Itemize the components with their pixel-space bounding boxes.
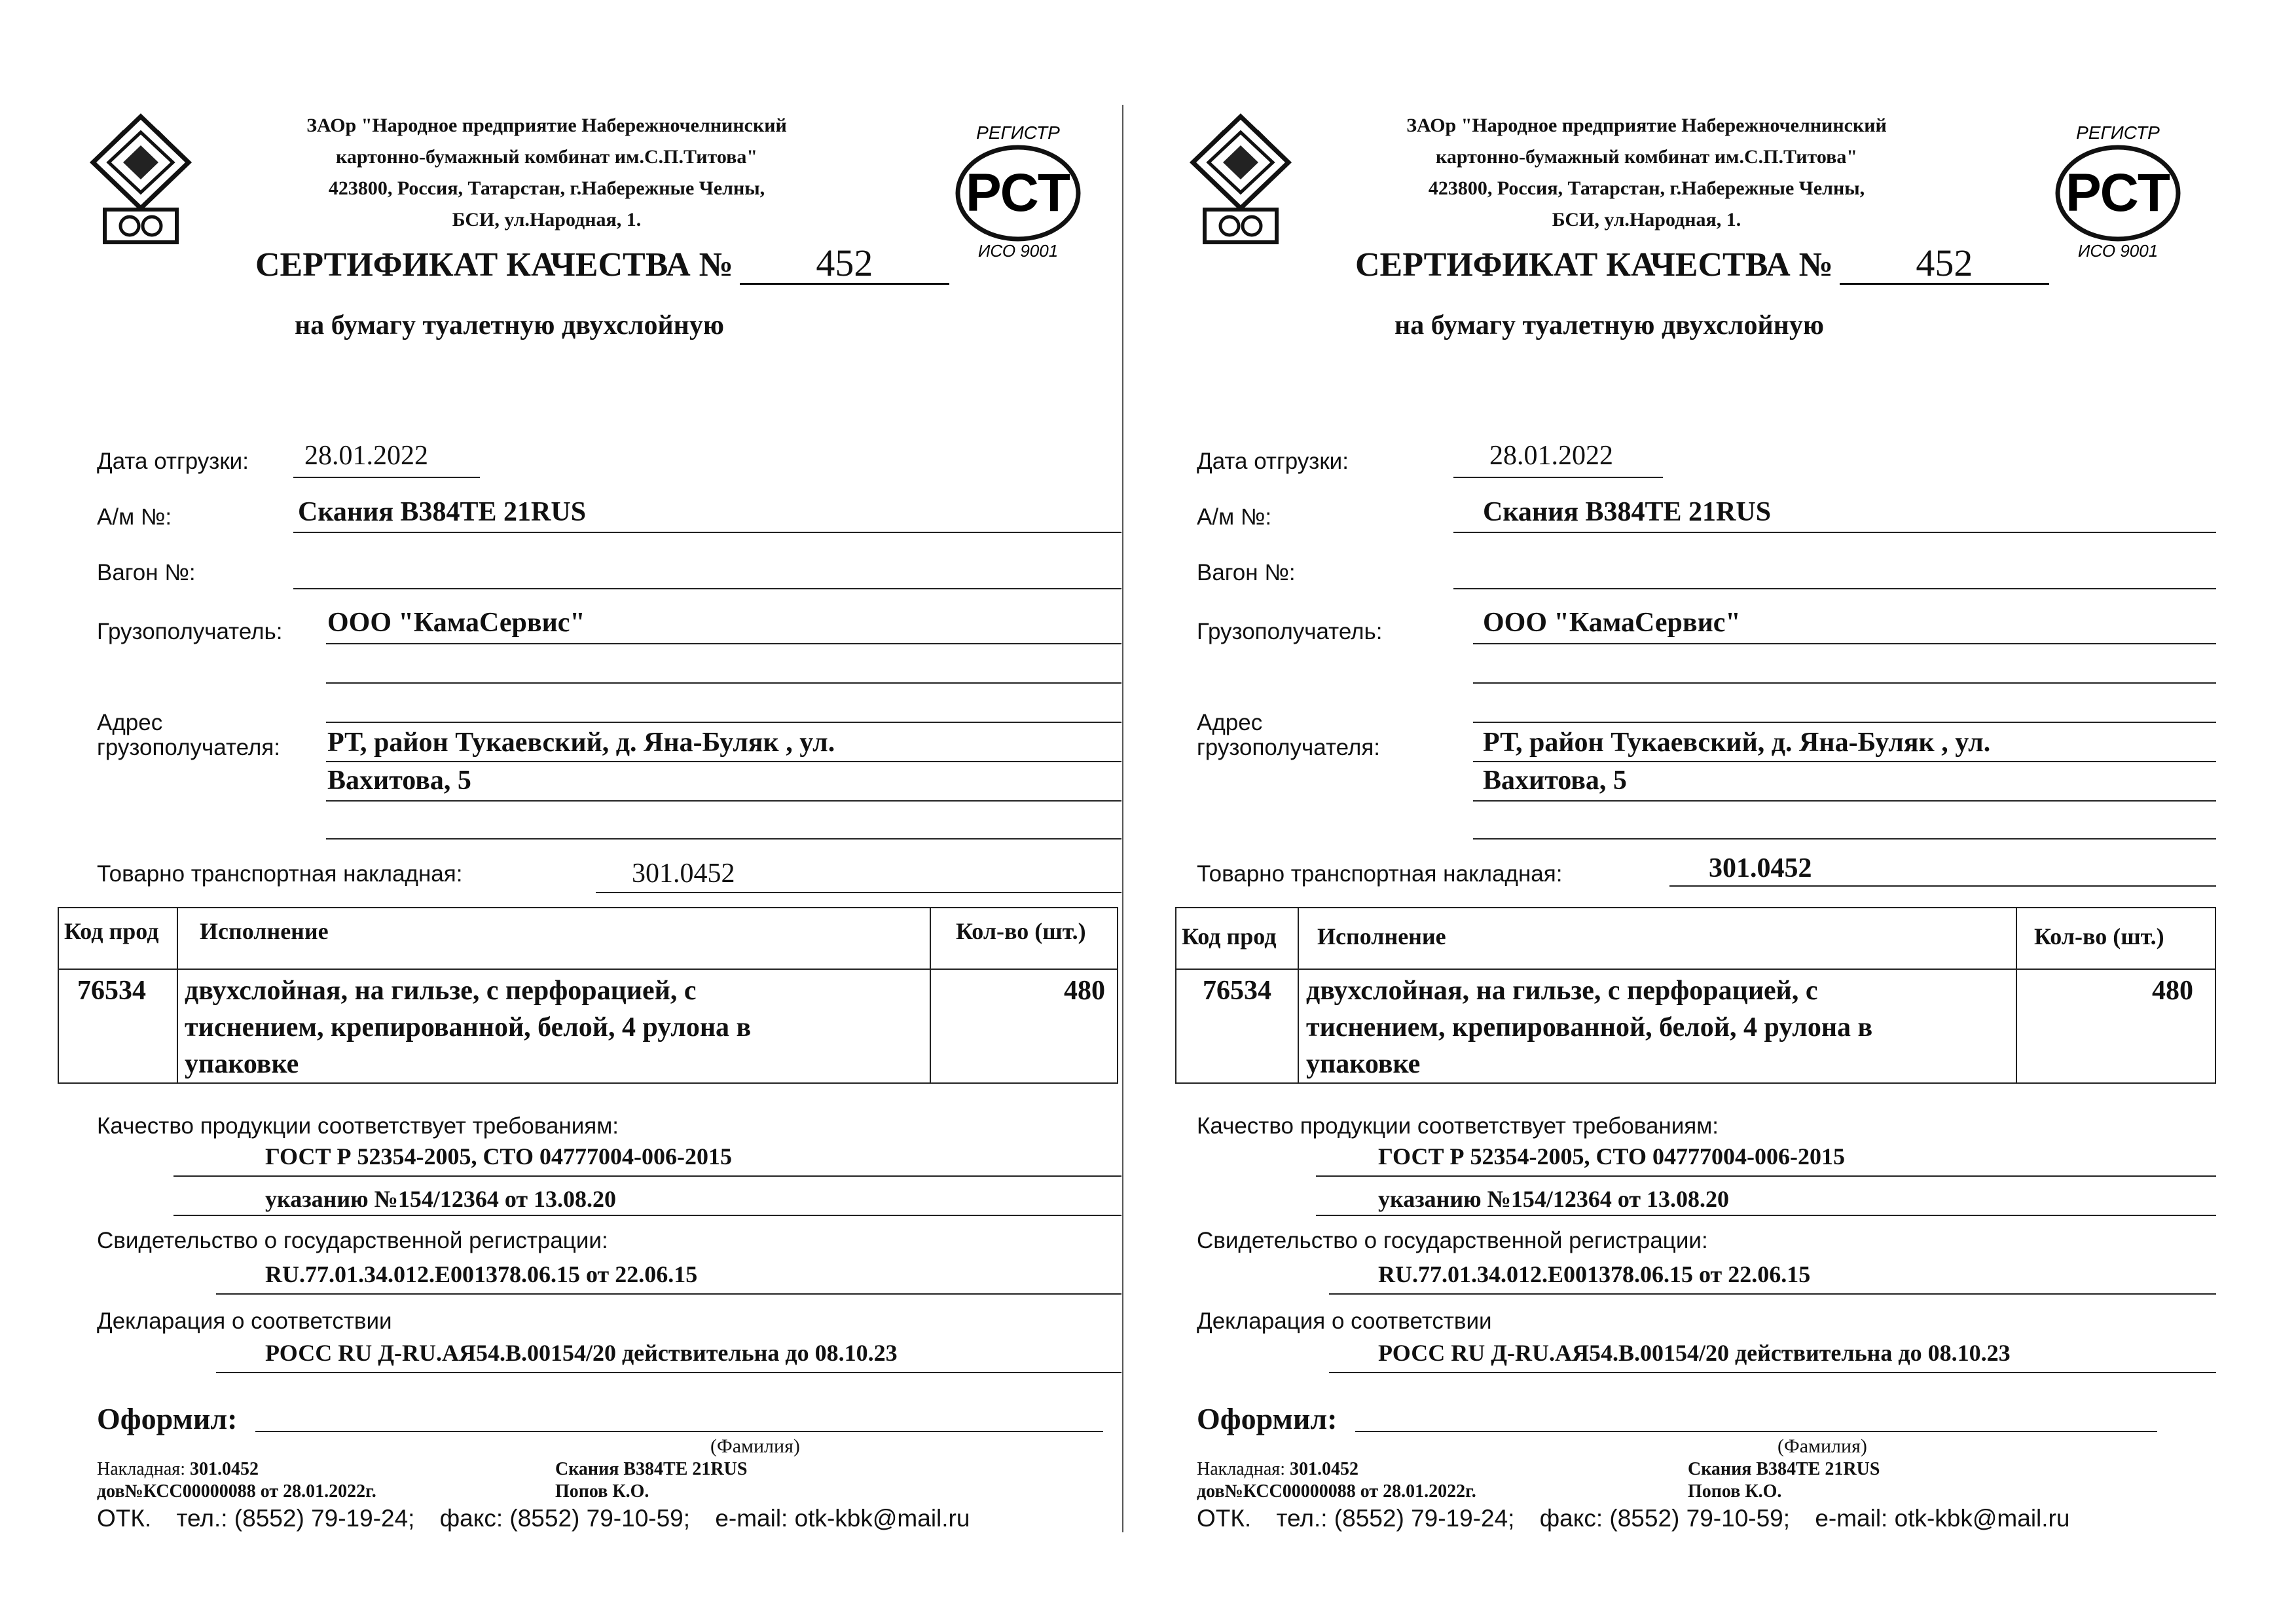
company-line-3: 423800, Россия, Татарстан, г.Набережные Челны,: [328, 177, 765, 199]
registration-label: Свидетельство о государственной регистрации:: [1197, 1228, 1708, 1253]
registration-label: Свидетельство о государственной регистрации:: [97, 1228, 608, 1253]
table-header-qty: Кол-во (шт.): [956, 918, 1086, 944]
footer-driver: Попов К.О.: [555, 1481, 649, 1502]
shipment-date-label: Дата отгрузки:: [97, 449, 249, 474]
truck-rule: [1453, 532, 2216, 533]
footer-email: e-mail: otk-kbk@mail.ru: [1815, 1505, 2070, 1532]
requirements-rule-2: [173, 1215, 1121, 1216]
consignee-rule-2: [326, 682, 1121, 684]
address-line-1: РТ, район Тукаевский, д. Яна-Буляк , ул.: [327, 728, 835, 758]
table-cell-desc-line-1: двухслойная, на гильзе, с перфорацией, с: [1306, 976, 1818, 1006]
company-header: [203, 110, 890, 236]
company-line-2: картонно-бумажный комбинат им.С.П.Титова": [1436, 146, 1857, 168]
stamp-mark: РСТ: [2066, 163, 2170, 223]
table-cell-qty: 480: [2152, 976, 2193, 1006]
shipment-date-value: 28.01.2022: [304, 441, 428, 471]
waybill-value: 301.0452: [1709, 853, 1812, 883]
certificate-title-text: СЕРТИФИКАТ КАЧЕСТВА №: [255, 246, 733, 284]
registration-rule: [1329, 1293, 2216, 1295]
rst-certification-stamp-icon: [939, 111, 1097, 268]
wagon-rule: [1453, 588, 2216, 589]
footer-phone: тел.: (8552) 79-19-24;: [176, 1505, 415, 1532]
certificate-title-text: СЕРТИФИКАТ КАЧЕСТВА №: [1355, 246, 1833, 284]
wagon-label: Вагон №:: [97, 560, 196, 585]
address-label-line-1: Адрес: [97, 710, 163, 735]
company-line-1: ЗАОр "Народное предприятие Набережночелнинский: [1406, 115, 1887, 136]
shipment-date-rule: [1453, 477, 1663, 478]
table-cell-desc-line-3: упаковке: [185, 1049, 299, 1079]
requirements-rule-2: [1316, 1215, 2216, 1216]
table-header-desc: Исполнение: [200, 918, 329, 944]
footer-driver: Попов К.О.: [1688, 1481, 1782, 1502]
address-rule-3: [326, 838, 1121, 840]
table-cell-desc-line-2: тиснением, крепированной, белой, 4 рулона в: [1306, 1012, 1873, 1043]
declaration-rule: [216, 1372, 1121, 1373]
consignee-value: ООО "КамаСервис": [327, 608, 585, 638]
footer-contract: дов№КСС00000088 от 28.01.2022г.: [97, 1481, 376, 1502]
company-line-1: ЗАОр "Народное предприятие Набережночелнинский: [306, 115, 787, 136]
registration-value: RU.77.01.34.012.E001378.06.15 от 22.06.15: [1378, 1261, 1811, 1287]
table-header-qty: Кол-во (шт.): [2034, 923, 2164, 950]
waybill-rule: [596, 892, 1121, 893]
address-label: [97, 710, 280, 760]
stamp-bottom-text: ИСО 9001: [977, 241, 1059, 261]
product-table: [1175, 907, 2216, 1084]
footer-dept: ОТК.: [1197, 1505, 1252, 1532]
table-cell-desc: [1306, 972, 1872, 1082]
requirements-rule-1: [173, 1175, 1121, 1177]
wagon-label: Вагон №:: [1197, 560, 1296, 585]
declaration-rule: [1329, 1372, 2216, 1373]
certificate-number: 452: [740, 244, 949, 285]
table-cell-desc-line-2: тиснением, крепированной, белой, 4 рулона в: [185, 1012, 752, 1043]
waybill-value: 301.0452: [632, 858, 735, 889]
requirements-value-2: указанию №154/12364 от 13.08.20: [265, 1186, 617, 1212]
stamp-top-text: РЕГИСТР: [976, 122, 1060, 143]
declaration-value: РОСС RU Д-RU.АЯ54.В.00154/20 действительна до 08.10.23: [1378, 1340, 2011, 1366]
certificate-title: [255, 244, 949, 285]
stamp-bottom-text: ИСО 9001: [2077, 241, 2159, 261]
truck-rule: [293, 532, 1121, 533]
certificate-title: [1355, 244, 2049, 285]
footer-contacts: [97, 1505, 988, 1532]
certificate-copy-right: [1126, 0, 2242, 1624]
certificate-subtitle: на бумагу туалетную двухслойную: [1394, 310, 1824, 341]
surname-caption: (Фамилия): [710, 1435, 800, 1457]
requirements-label: Качество продукции соответствует требованиям:: [1197, 1113, 1719, 1139]
company-line-4: БСИ, ул.Народная, 1.: [452, 209, 642, 231]
footer-phone: тел.: (8552) 79-19-24;: [1276, 1505, 1515, 1532]
address-line-2: Вахитова, 5: [327, 766, 471, 796]
surname-caption: (Фамилия): [1777, 1435, 1867, 1457]
footer-contacts: [1197, 1505, 2088, 1532]
shipment-date-value: 28.01.2022: [1489, 441, 1613, 471]
address-label-line-2: грузополучателя:: [1197, 735, 1380, 760]
address-label-line-1: Адрес: [1197, 710, 1263, 735]
requirements-value-1: ГОСТ Р 52354-2005, СТО 04777004-006-2015: [265, 1143, 732, 1170]
table-cell-code: 76534: [1203, 976, 1271, 1006]
address-line-2: Вахитова, 5: [1483, 766, 1627, 796]
certificate-number: 452: [1840, 244, 2049, 285]
stamp-top-text: РЕГИСТР: [2076, 122, 2160, 143]
table-cell-desc-line-3: упаковке: [1306, 1049, 1421, 1079]
truck-value: Скания В384ТЕ 21RUS: [1483, 497, 1772, 527]
certificate-subtitle: на бумагу туалетную двухслойную: [295, 310, 724, 341]
table-cell-code: 76534: [77, 976, 146, 1006]
registration-value: RU.77.01.34.012.E001378.06.15 от 22.06.15: [265, 1261, 698, 1287]
address-label: [1197, 710, 1380, 760]
registration-rule: [216, 1293, 1121, 1295]
consignee-value: ООО "КамаСервис": [1483, 608, 1741, 638]
waybill-label: Товарно транспортная накладная:: [1197, 861, 1563, 887]
table-cell-desc: [185, 972, 751, 1082]
address-rule-2: [326, 800, 1121, 802]
product-table: [58, 907, 1118, 1084]
company-header: [1303, 110, 1990, 236]
footer-contract: дов№КСС00000088 от 28.01.2022г.: [1197, 1481, 1476, 1502]
issued-by-rule: [255, 1431, 1103, 1432]
table-header-code: Код прод: [1182, 923, 1277, 950]
company-line-3: 423800, Россия, Татарстан, г.Набережные Челны,: [1428, 177, 1865, 199]
address-rule-1: [1473, 761, 2216, 762]
footer-waybill-value: 301.0452: [189, 1459, 259, 1479]
shipment-date-rule: [293, 477, 480, 478]
company-line-2: картонно-бумажный комбинат им.С.П.Титова": [336, 146, 757, 168]
address-rule-1: [326, 761, 1121, 762]
consignee-rule-2: [1473, 682, 2216, 684]
waybill-label: Товарно транспортная накладная:: [97, 861, 463, 887]
company-line-4: БСИ, ул.Народная, 1.: [1552, 209, 1741, 231]
waybill-rule: [1669, 885, 2216, 887]
consignee-label: Грузополучатель:: [97, 619, 283, 644]
address-rule-2: [1473, 800, 2216, 802]
truck-label: А/м №:: [1197, 504, 1272, 530]
footer-waybill-label: Накладная:: [1197, 1459, 1285, 1479]
table-header-desc: Исполнение: [1317, 923, 1446, 950]
truck-value: Скания В384ТЕ 21RUS: [298, 497, 587, 527]
footer-waybill-value: 301.0452: [1289, 1459, 1358, 1479]
address-label-line-2: грузополучателя:: [97, 735, 280, 760]
address-line-1: РТ, район Тукаевский, д. Яна-Буляк , ул.: [1483, 728, 1991, 758]
requirements-rule-1: [1316, 1175, 2216, 1177]
footer-fax: факс: (8552) 79-10-59;: [1539, 1505, 1791, 1532]
stamp-mark: РСТ: [966, 163, 1070, 223]
declaration-label: Декларация о соответствии: [1197, 1308, 1492, 1334]
address-rule-0: [326, 722, 1121, 723]
consignee-rule-1: [1473, 643, 2216, 644]
issued-by-label: Оформил:: [97, 1402, 238, 1435]
declaration-label: Декларация о соответствии: [97, 1308, 392, 1334]
footer-waybill: [1197, 1459, 1358, 1480]
requirements-value-1: ГОСТ Р 52354-2005, СТО 04777004-006-2015: [1378, 1143, 1845, 1170]
requirements-value-2: указанию №154/12364 от 13.08.20: [1378, 1186, 1730, 1212]
consignee-label: Грузополучатель:: [1197, 619, 1383, 644]
address-rule-0: [1473, 722, 2216, 723]
footer-waybill-label: Накладная:: [97, 1459, 185, 1479]
footer-truck: Скания В384ТЕ 21RUS: [555, 1459, 748, 1479]
table-cell-qty: 480: [1064, 976, 1105, 1006]
factory-logo-icon: [85, 111, 196, 249]
wagon-rule: [293, 588, 1121, 589]
consignee-rule-1: [326, 643, 1121, 644]
footer-email: e-mail: otk-kbk@mail.ru: [715, 1505, 970, 1532]
truck-label: А/м №:: [97, 504, 172, 530]
table-cell-desc-line-1: двухслойная, на гильзе, с перфорацией, с: [185, 976, 697, 1006]
shipment-date-label: Дата отгрузки:: [1197, 449, 1349, 474]
footer-truck: Скания В384ТЕ 21RUS: [1688, 1459, 1880, 1479]
factory-logo-icon: [1185, 111, 1296, 249]
declaration-value: РОСС RU Д-RU.АЯ54.В.00154/20 действительна до 08.10.23: [265, 1340, 898, 1366]
table-header-code: Код прод: [64, 918, 159, 944]
footer-waybill: [97, 1459, 259, 1480]
issued-by-rule: [1355, 1431, 2157, 1432]
footer-fax: факс: (8552) 79-10-59;: [439, 1505, 691, 1532]
certificate-copy-left: [26, 0, 1142, 1624]
address-rule-3: [1473, 838, 2216, 840]
requirements-label: Качество продукции соответствует требованиям:: [97, 1113, 619, 1139]
rst-certification-stamp-icon: [2039, 111, 2196, 268]
issued-by-label: Оформил:: [1197, 1402, 1338, 1435]
footer-dept: ОТК.: [97, 1505, 152, 1532]
